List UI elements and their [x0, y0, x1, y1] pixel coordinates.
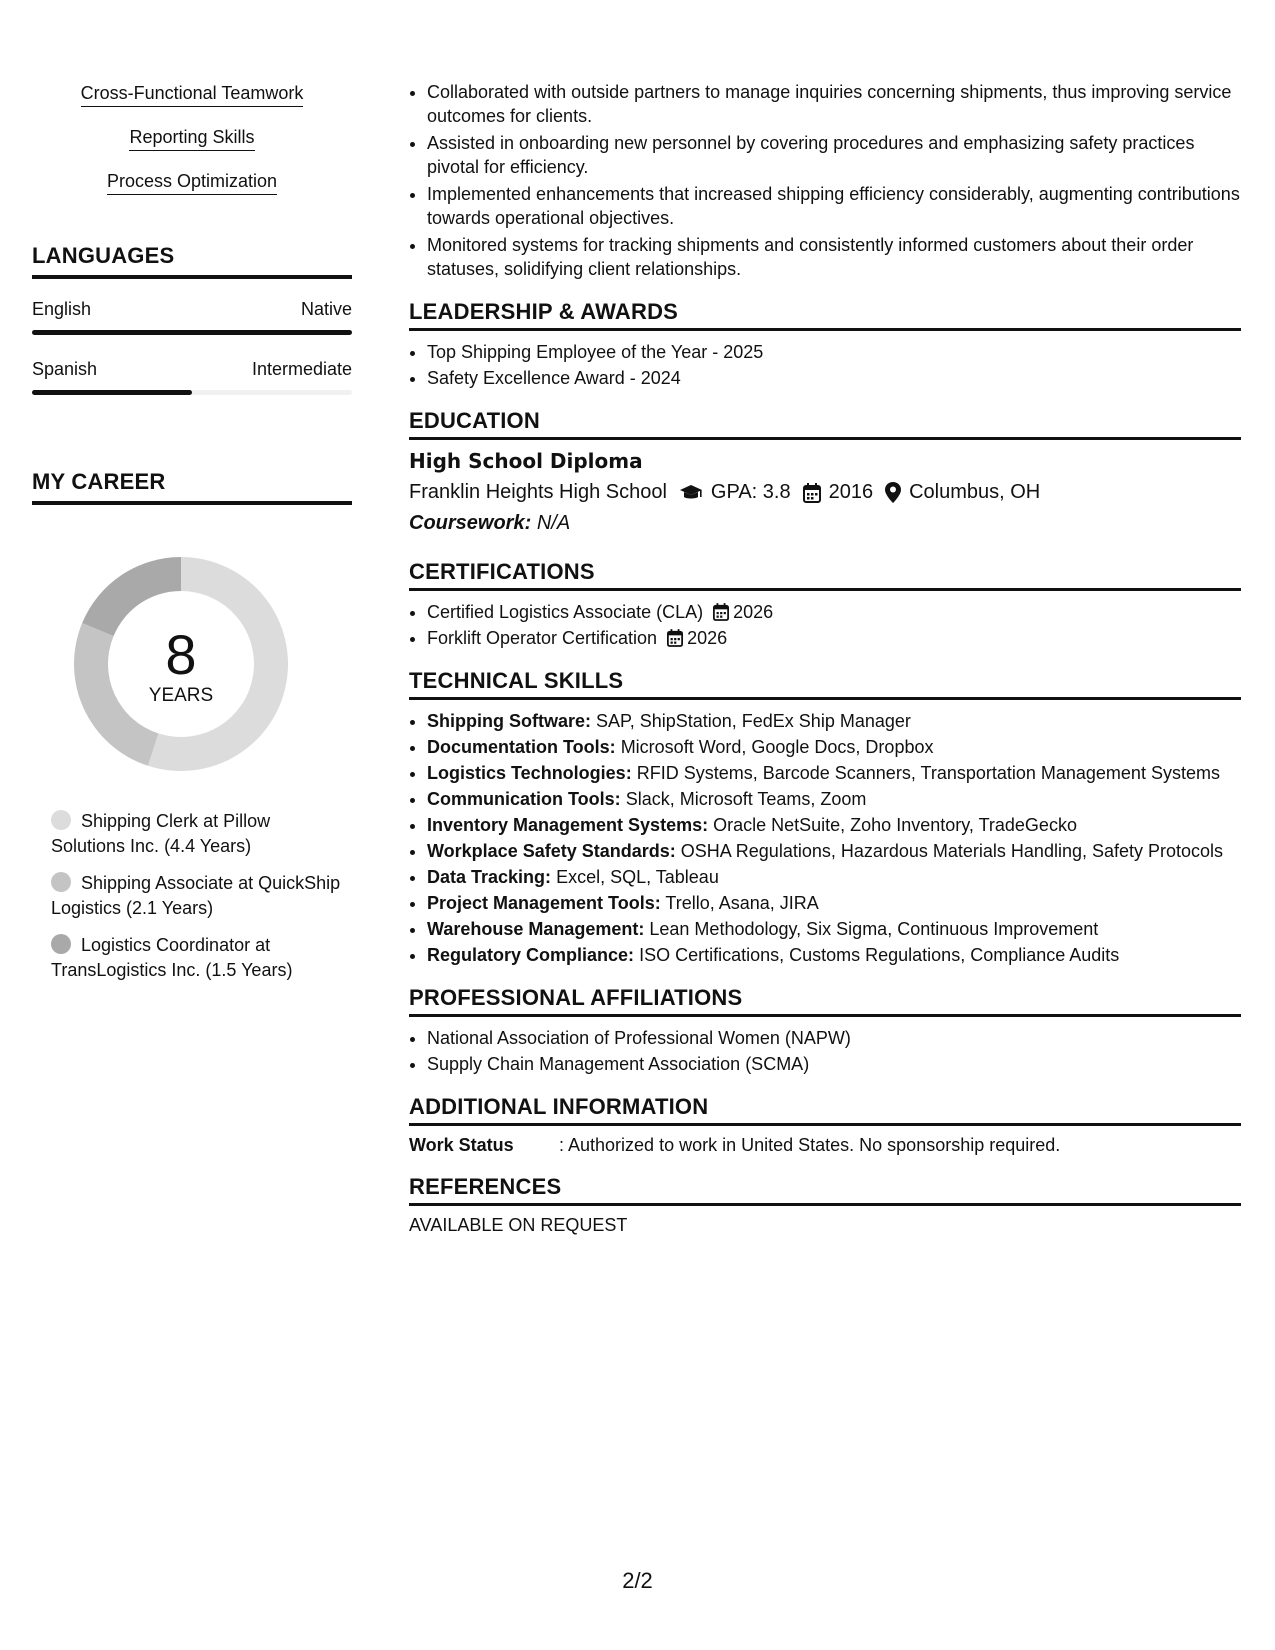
awards-title: LEADERSHIP & AWARDS — [409, 299, 1241, 331]
language-bar — [32, 390, 352, 395]
career-donut — [66, 549, 296, 779]
list-item: • Workplace Safety Standards: OSHA Regulations, Hazardous Materials Handling, Safety Protocols — [427, 839, 1241, 863]
list-item: • Data Tracking: Excel, SQL, Tableau — [427, 865, 1241, 889]
education-details — [409, 481, 1241, 504]
career-title: MY CAREER — [32, 469, 352, 505]
education-year: 2016 — [828, 481, 874, 503]
legend-item: Shipping Associate at QuickShip Logistics (2.1 Years) — [51, 873, 341, 918]
languages-title: LANGUAGES — [32, 243, 352, 279]
list-item: • Collaborated with outside partners to manage inquiries concerning shipments, thus improving service outcomes for clients. — [427, 80, 1241, 128]
calendar-icon — [713, 603, 729, 621]
references-title: REFERENCES — [409, 1174, 1241, 1206]
list-item: • Communication Tools: Slack, Microsoft Teams, Zoom — [427, 787, 1241, 811]
location-pin-icon — [885, 482, 901, 503]
affiliations-title: PROFESSIONAL AFFILIATIONS — [409, 985, 1241, 1017]
education-coursework: Coursework: N/A — [409, 512, 571, 534]
list-item: • Documentation Tools: Microsoft Word, Google Docs, Dropbox — [427, 735, 1241, 759]
work-status — [409, 1135, 1241, 1156]
calendar-icon — [803, 483, 821, 503]
education-degree: High School Diploma — [409, 449, 643, 473]
certifications-title: CERTIFICATIONS — [409, 559, 1241, 591]
page-number: 2/2 — [622, 1568, 653, 1593]
main-content — [409, 80, 1241, 1236]
legend-dot — [51, 934, 71, 954]
list-item: • Monitored systems for tracking shipments and consistently informed customers about their order statuses, solidifying client relationships. — [427, 233, 1241, 281]
list-item: • Forklift Operator Certification 2026 — [427, 626, 1241, 650]
language-bar-fill — [32, 330, 352, 335]
language-name: Spanish — [32, 359, 98, 379]
list-item: • Shipping Software: SAP, ShipStation, FedEx Ship Manager — [427, 709, 1241, 733]
list-item: • Warehouse Management: Lean Methodology, Six Sigma, Continuous Improvement — [427, 917, 1241, 941]
calendar-icon — [667, 629, 683, 647]
skill-item: Reporting Skills — [129, 126, 254, 151]
legend-dot — [51, 810, 71, 830]
language-english — [32, 299, 352, 335]
language-spanish — [32, 359, 352, 395]
list-item: • Project Management Tools: Trello, Asana, JIRA — [427, 891, 1241, 915]
education-title: EDUCATION — [409, 408, 1241, 440]
awards-list — [409, 340, 1241, 390]
language-bar — [32, 330, 352, 335]
skill-item: Cross-Functional Teamwork — [81, 82, 304, 107]
list-item: • Implemented enhancements that increased shipping efficiency considerably, augmenting contributions towards operational objectives. — [427, 182, 1241, 230]
language-level: Intermediate — [251, 359, 352, 379]
affiliations-list — [409, 1026, 1241, 1076]
references-text: AVAILABLE ON REQUEST — [409, 1215, 628, 1235]
list-item: • Supply Chain Management Association (SCMA) — [427, 1052, 1241, 1076]
certifications-list — [409, 600, 1241, 650]
language-bar-fill — [32, 390, 192, 395]
legend-item: Shipping Clerk at Pillow Solutions Inc. (4.4 Years) — [51, 811, 271, 856]
technical-skills-list — [409, 709, 1241, 967]
legend-item: Logistics Coordinator at TransLogistics Inc. (1.5 Years) — [51, 935, 293, 980]
list-item: • Top Shipping Employee of the Year - 2025 — [427, 340, 1241, 364]
list-item: • Inventory Management Systems: Oracle NetSuite, Zoho Inventory, TradeGecko — [427, 813, 1241, 837]
work-status-label: Work Status — [409, 1135, 514, 1155]
technical-skills-title: TECHNICAL SKILLS — [409, 668, 1241, 700]
list-item: • Safety Excellence Award - 2024 — [427, 366, 1241, 390]
additional-info-title: ADDITIONAL INFORMATION — [409, 1094, 1241, 1126]
experience-bullets — [409, 80, 1241, 281]
list-item: • Logistics Technologies: RFID Systems, Barcode Scanners, Transportation Management Systems — [427, 761, 1241, 785]
sidebar — [32, 82, 352, 995]
career-unit: YEARS — [148, 685, 214, 706]
education-gpa: GPA: 3.8 — [710, 481, 791, 503]
list-item: • Regulatory Compliance: ISO Certifications, Customs Regulations, Compliance Audits — [427, 943, 1241, 967]
career-total: 8 — [165, 623, 197, 686]
career-legend — [51, 809, 341, 983]
education-school: Franklin Heights High School — [409, 481, 667, 503]
education-location: Columbus, OH — [909, 481, 1041, 503]
list-item: • Assisted in onboarding new personnel by covering procedures and emphasizing safety practices pivotal for efficiency. — [427, 131, 1241, 179]
list-item: • Certified Logistics Associate (CLA) 2026 — [427, 600, 1241, 624]
language-level: Native — [300, 299, 352, 319]
work-status-value: : Authorized to work in United States. No sponsorship required. — [559, 1135, 1061, 1155]
graduation-cap-icon — [679, 484, 703, 502]
legend-dot — [51, 872, 71, 892]
language-name: English — [32, 299, 92, 319]
skill-item: Process Optimization — [107, 170, 277, 195]
skills-list — [32, 82, 352, 195]
list-item: • National Association of Professional Women (NAPW) — [427, 1026, 1241, 1050]
